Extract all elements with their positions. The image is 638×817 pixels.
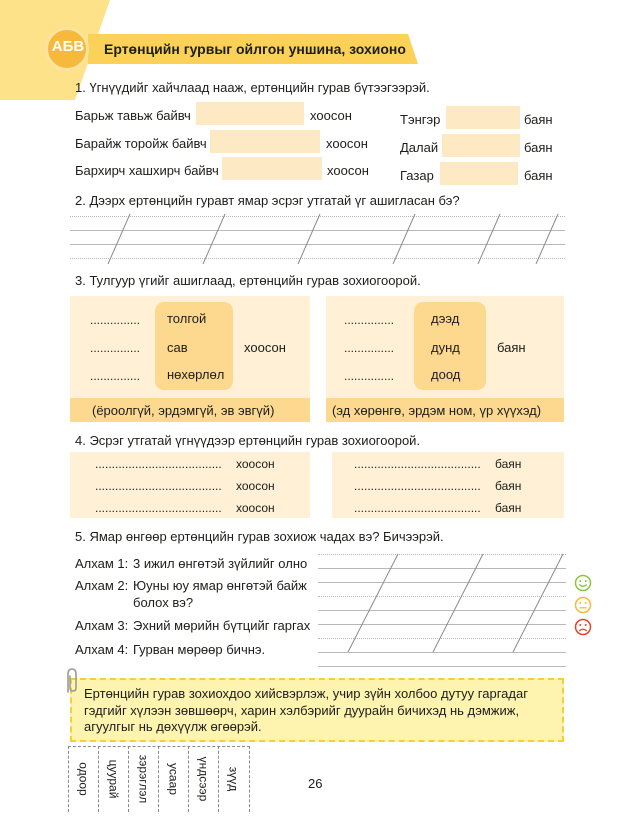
q1-left-row-1-slot[interactable] xyxy=(196,102,304,125)
q4-left-end-2: хоосон xyxy=(236,479,275,493)
q5-writing-area[interactable] xyxy=(318,548,566,668)
paperclip-icon xyxy=(62,666,82,696)
q2-prompt: 2. Дээрх ертөнцийн гуравт ямар эсрэг утгатай үг ашигласан бэ? xyxy=(75,193,460,208)
q1-right-row-1-end: баян xyxy=(524,112,553,127)
q1-left-row-3-text: Бархирч хашхирч байвч xyxy=(75,163,219,178)
vocab-word-5[interactable]: үндсээр xyxy=(196,756,211,802)
q1-right-row-3-text: Газар xyxy=(400,168,434,183)
q5-step-1-text: 3 ижил өнгөтэй зүйлийг олно xyxy=(133,556,308,571)
q4-right-end-3: баян xyxy=(495,501,522,515)
q1-left-row-3-slot[interactable] xyxy=(222,157,322,180)
sad-face-icon[interactable] xyxy=(574,618,592,636)
q4-right-blank-2[interactable]: ...................................... xyxy=(354,479,481,493)
q3-right-blank-3[interactable]: ............... xyxy=(344,369,395,383)
neutral-face-icon[interactable] xyxy=(574,596,592,614)
q1-right-row-2-text: Далай xyxy=(400,140,439,155)
vocab-word-1[interactable]: одоор xyxy=(76,762,91,796)
q5-step-2-text: Юуны юу ямар өнгөтэй байж xyxy=(133,578,307,593)
q4-left-blank-1[interactable]: ...................................... xyxy=(95,457,222,471)
happy-face-icon[interactable] xyxy=(574,574,592,592)
q5-prompt: 5. Ямар өнгөөр ертөнцийн гурав зохиож чадах вэ? Бичээрэй. xyxy=(75,529,444,544)
q5-step-3-label: Алхам 3: xyxy=(75,618,129,633)
q3-prompt: 3. Тулгуур үгийг ашиглаад, ертөнцийн гурав зохиогоорой. xyxy=(75,273,421,288)
q5-step-2-label: Алхам 2: xyxy=(75,578,129,593)
q3-right-caption: (эд хөрөнгө, эрдэм ном, үр хүүхэд) xyxy=(332,403,542,418)
q3-left-word-1: толгой xyxy=(167,311,207,326)
teacher-note-text: Ертөнцийн гурав зохиохдоо хийсвэрлэж, учир зүйн холбоо дутуу гаргадаг гэдгийг хүлээн зөвшөөрч, харин хэлбэрийг дуурайн бичихэд нь дэмжиж, агуулгыг нь дөхүүлж өгөөрэй. xyxy=(84,686,528,734)
q4-left-end-1: хоосон xyxy=(236,457,275,471)
page-number: 26 xyxy=(308,776,323,791)
q3-left-end: хоосон xyxy=(244,340,286,355)
q4-prompt: 4. Эсрэг утгатай үгнүүдээр ертөнцийн гурав зохиогоорой. xyxy=(75,433,421,448)
q4-right-blank-3[interactable]: ...................................... xyxy=(354,501,481,515)
q3-left-blank-2[interactable]: ............... xyxy=(90,341,141,355)
q3-right-word-3: доод xyxy=(431,367,461,382)
q3-right-word-2: дунд xyxy=(431,340,460,355)
vocab-strip xyxy=(68,746,250,812)
vocab-word-6[interactable]: зүүд xyxy=(226,766,241,792)
q1-left-row-2-end: хоосон xyxy=(326,136,368,151)
q5-step-1-label: Алхам 1: xyxy=(75,556,129,571)
q3-left-caption: (ёроолгүй, эрдэмгүй, эв эвгүй) xyxy=(92,403,275,418)
q4-left-blank-2[interactable]: ...................................... xyxy=(95,479,222,493)
q1-right-row-2-end: баян xyxy=(524,140,553,155)
q2-writing-area[interactable] xyxy=(70,212,565,268)
q1-right-row-3-slot[interactable] xyxy=(440,162,518,185)
q4-right-end-1: баян xyxy=(495,457,522,471)
q3-right-word-1: дээд xyxy=(431,311,460,326)
q3-left-word-3: нөхөрлөл xyxy=(167,367,225,382)
q3-left-word-2: сав xyxy=(167,340,188,355)
q1-right-row-1-text: Тэнгэр xyxy=(400,112,441,127)
q1-left-row-2-text: Барайж торойж байвч xyxy=(75,136,207,151)
q1-prompt: 1. Үгнүүдийг хайчлаад нааж, ертөнцийн гурав бүтээгээрэй. xyxy=(75,80,430,95)
q1-right-row-2-slot[interactable] xyxy=(442,134,520,157)
q5-step-4-label: Алхам 4: xyxy=(75,642,129,657)
vocab-word-2[interactable]: цуурай xyxy=(106,759,121,799)
q3-right-blank-2[interactable]: ............... xyxy=(344,341,395,355)
vocab-word-4[interactable]: усаар xyxy=(166,763,181,795)
q5-step-4-text: Гурван мөрөөр бичнэ. xyxy=(133,642,266,657)
lesson-title: Ертөнцийн гурвыг ойлгон уншина, зохионо xyxy=(104,41,406,57)
q4-left-blank-3[interactable]: ...................................... xyxy=(95,501,222,515)
q3-left-blank-3[interactable]: ............... xyxy=(90,369,141,383)
q4-left-end-3: хоосон xyxy=(236,501,275,515)
q3-right-blank-1[interactable]: ............... xyxy=(344,313,395,327)
q3-left-blank-1[interactable]: ............... xyxy=(90,313,141,327)
q1-right-row-3-end: баян xyxy=(524,168,553,183)
q1-right-row-1-slot[interactable] xyxy=(446,106,520,129)
q4-right-blank-1[interactable]: ...................................... xyxy=(354,457,481,471)
q5-step-3-text: Эхний мөрийн бүтцийг гаргах xyxy=(133,618,311,633)
q1-left-row-1-text: Барьж тавьж байвч xyxy=(75,108,191,123)
q4-right-end-2: баян xyxy=(495,479,522,493)
q3-right-end: баян xyxy=(497,340,526,355)
q5-step-2-text-line2: болох вэ? xyxy=(133,595,194,610)
vocab-word-3[interactable]: зэрэглэл xyxy=(136,754,151,804)
q1-left-row-1-end: хоосон xyxy=(310,108,352,123)
q1-left-row-2-slot[interactable] xyxy=(210,130,320,153)
q1-left-row-3-end: хоосон xyxy=(327,163,369,178)
alphabet-badge-text: АБВ xyxy=(51,38,85,55)
